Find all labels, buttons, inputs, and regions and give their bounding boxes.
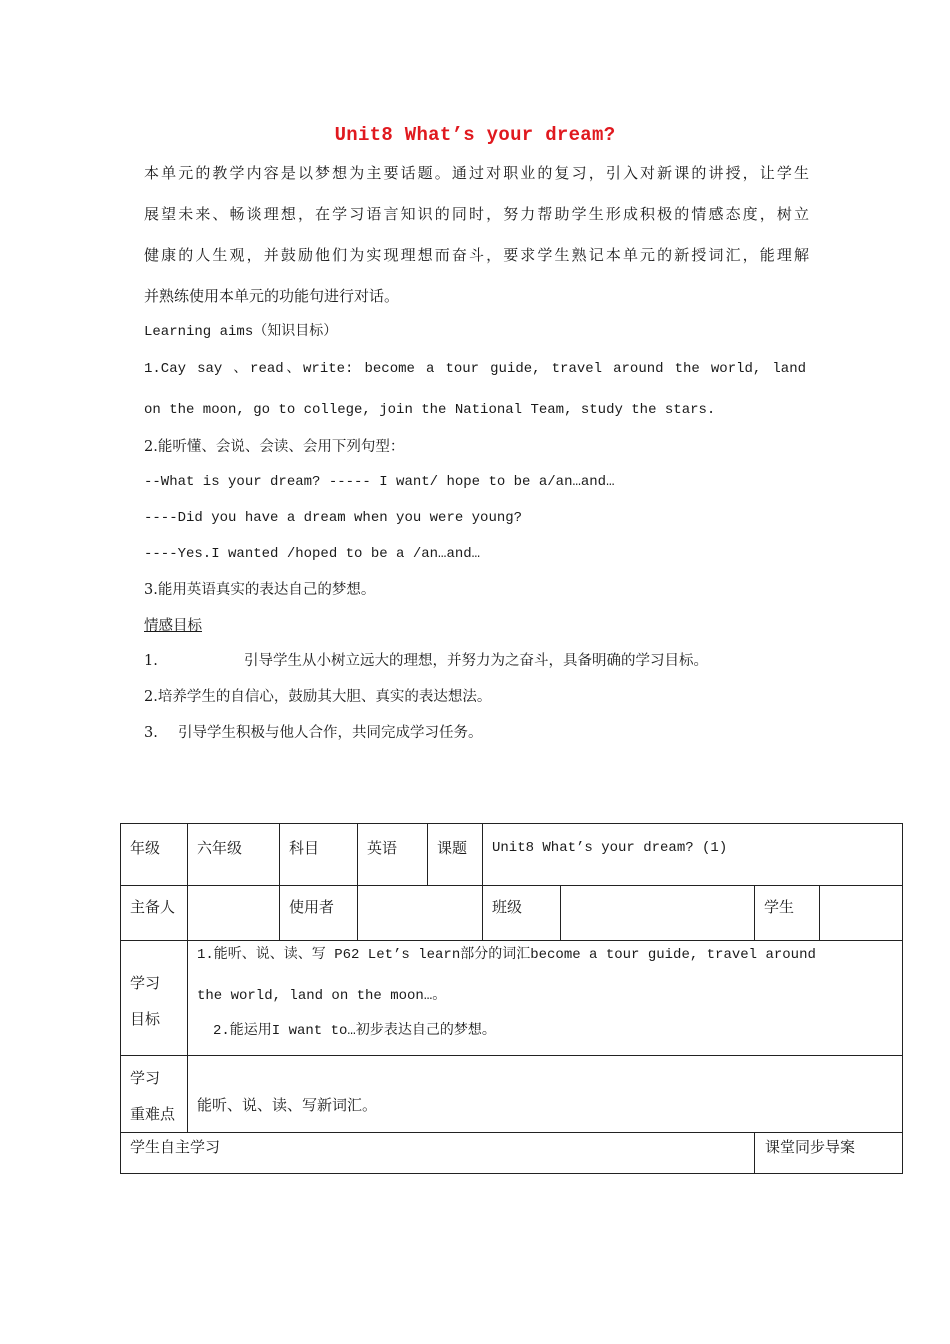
lesson-plan-table xyxy=(120,823,903,1174)
emotion-item-number: 1. xyxy=(144,653,158,669)
page-title: Unit8 What’s your dream? xyxy=(334,124,616,146)
aims-line-3: 2.能运用I want to…初步表达自己的梦想。 xyxy=(213,1023,496,1039)
aim-3: 3.能用英语真实的表达自己的梦想。 xyxy=(144,582,376,598)
emotion-item xyxy=(144,723,483,743)
self-study-cell: 学生自主学习 xyxy=(121,1133,755,1174)
intro-paragraph-line: 健康的人生观，并鼓励他们为实现理想而奋斗，要求学生熟记本单元的新授词汇，能理解 xyxy=(144,246,809,264)
table-row xyxy=(121,824,903,886)
aim-2: 2.能听懂、会说、会读、会用下列句型： xyxy=(144,439,405,455)
learning-aims-heading: Learning aims（知识目标） xyxy=(144,324,338,340)
sentence-pattern-2: ----Did you have a dream when you were young? xyxy=(144,510,523,526)
class-guide-cell: 课堂同步导案 xyxy=(755,1133,903,1174)
intro-paragraph-line: 本单元的教学内容是以梦想为主要话题。通过对职业的复习，引入对新课的讲授，让学生 xyxy=(144,164,809,182)
student-value-cell xyxy=(820,886,903,941)
key-points-content-cell: 能听、说、读、写新词汇。 xyxy=(188,1056,903,1133)
aims-label-line: 学习 xyxy=(130,974,161,992)
grade-value-cell: 六年级 xyxy=(188,824,280,886)
emotion-item xyxy=(144,687,491,707)
aim-1-line-2: on the moon, go to college, join the National Team, study the stars. xyxy=(144,402,716,418)
user-label-cell: 使用者 xyxy=(280,886,358,941)
sentence-pattern-1: --What is your dream? ----- I want/ hope to be a/an…and… xyxy=(144,474,615,490)
emotion-item xyxy=(144,651,708,671)
topic-value-cell: Unit8 What’s your dream? (1) xyxy=(483,824,903,886)
key-points-label-line: 学习 xyxy=(130,1069,161,1087)
emotion-heading: 情感目标 xyxy=(144,618,202,634)
class-label-cell: 班级 xyxy=(483,886,561,941)
aims-label-line: 目标 xyxy=(130,1010,161,1028)
sentence-pattern-3: ----Yes.I wanted /hoped to be a /an…and… xyxy=(144,546,481,562)
grade-label-cell: 年级 xyxy=(121,824,188,886)
table-row xyxy=(121,886,903,941)
key-points-label-cell xyxy=(121,1056,188,1133)
aims-label-cell xyxy=(121,941,188,1056)
table-row xyxy=(121,941,903,1056)
aim-1-line-1: 1.Cay say 、read、write: become a tour guide, travel around the world, land xyxy=(144,361,806,377)
emotion-item-number: 3. xyxy=(144,725,158,741)
preparer-value-cell xyxy=(188,886,280,941)
aims-line-2: the world, land on the moon…。 xyxy=(197,988,447,1004)
emotion-item-text: 2.培养学生的自信心，鼓励其大胆、真实的表达想法。 xyxy=(144,689,492,705)
intro-paragraph-line: 并熟练使用本单元的功能句进行对话。 xyxy=(144,287,400,305)
subject-value-cell: 英语 xyxy=(358,824,428,886)
key-points-label-line: 重难点 xyxy=(130,1105,176,1123)
aims-line-1: 1.能听、说、读、写 P62 Let’s learn部分的词汇become a tour guide, travel around xyxy=(197,947,816,963)
topic-label-cell: 课题 xyxy=(428,824,483,886)
table-row xyxy=(121,1056,903,1133)
emotion-item-text: 引导学生从小树立远大的理想，并努力为之奋斗，具备明确的学习目标。 xyxy=(244,653,708,669)
table-row xyxy=(121,1133,903,1174)
student-label-cell: 学生 xyxy=(755,886,820,941)
subject-label-cell: 科目 xyxy=(280,824,358,886)
preparer-label-cell: 主备人 xyxy=(121,886,188,941)
user-value-cell xyxy=(358,886,483,941)
intro-paragraph-line: 展望未来、畅谈理想，在学习语言知识的同时，努力帮助学生形成积极的情感态度，树立 xyxy=(144,205,809,223)
class-value-cell xyxy=(561,886,755,941)
emotion-item-text: 引导学生积极与他人合作，共同完成学习任务。 xyxy=(178,725,483,741)
aims-content-cell xyxy=(188,941,903,1056)
